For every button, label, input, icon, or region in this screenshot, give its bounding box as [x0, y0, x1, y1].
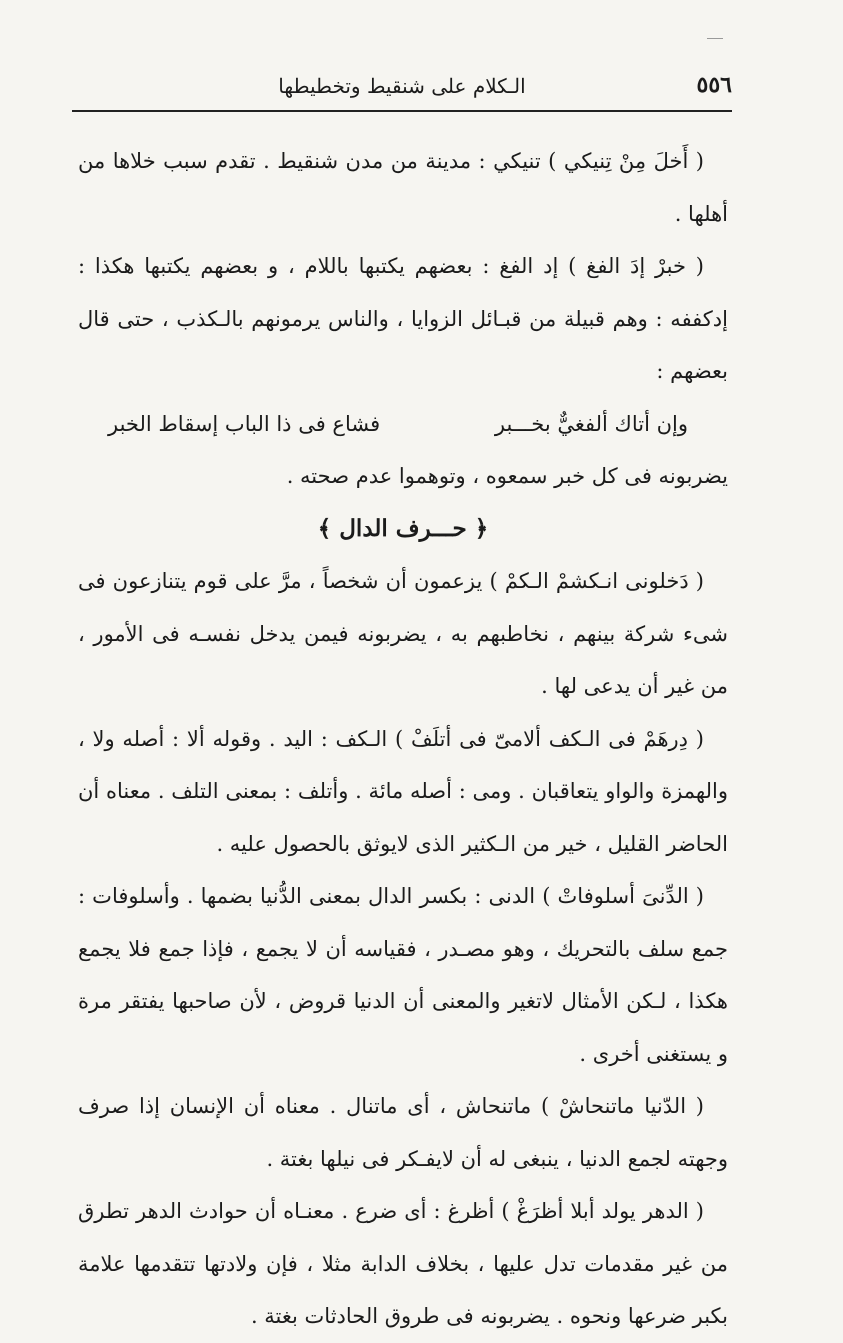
- verse-second-hemistich: فشاع فى ذا الباب إسقاط الخبر: [108, 411, 381, 436]
- page-number: ٥٥٦: [696, 72, 732, 98]
- proverb-entry: ( الدهر يولد أبلا أظرَغْ ) أظرغ : أى ضرع . معنـاه أن حوادث الدهر تطرق من غير مقدمات تدل عليها ، بخلاف الدابة مثلا ، فإن ولادتها تتقدمها علامة بكبر ضرعها ونحوه . يضربونه فى طروق الحادثات بغتة .: [78, 1199, 728, 1328]
- proverb-entry: ( الدّنيا ماتنحاشْ ) ماتنحاش ، أى ماتنال . معناه أن الإنسان إذا صرف وجهته لجمع الدنيا ، ينبغى له أن لايفـكر فى نيلها بغتة .: [78, 1094, 728, 1171]
- verse-first-hemistich: وإن أتاك ألفغيٌّ بخـــبر: [494, 411, 688, 436]
- page-header: [72, 72, 732, 102]
- paragraph-tinikki: ( أَخلَ مِنْ تِنيكي ) تنيكي : مدينة من مدن شنقيط . تقدم سبب خلاها من أهلها .: [78, 149, 728, 226]
- running-title: الـكلام على شنقيط وتخطيطها: [278, 74, 526, 98]
- body-text: [78, 135, 728, 1343]
- verse-line: [78, 398, 728, 451]
- proverb-entry: ( دِرهَمْ فى الـكف ألامىّ فى أتلَفْ ) الـكف : اليد . وقوله ألا : أصله ولا ، والهمزة والواو يتعاقبان . ومى : أصله مائة . وأتلف : بمعنى التلف . معناه أن الحاضر القليل ، خير من الـكثير الذى لايوثق بالحصول عليه .: [78, 726, 728, 856]
- section-heading: ﴿ حـــرف الدال ﴾: [317, 514, 489, 542]
- paragraph-idelfagh: ( خبرْ إدَ الفغ ) إد الفغ : بعضهم يكتبها باللام ، و بعضهم يكتبها هكذا : إدكففه : وهم قبيلة من قبـائل الزوايا ، والناس يرمونهم بالـكذب ، حتى قال بعضهم :: [78, 254, 728, 383]
- proverb-entry: ( دَخلونى انـكشمْ الـكمْ ) يزعمون أن شخصاً ، مرَّ على قوم يتنازعون فى شىء شركة بينهم ، نخاطبهم به ، يضربونه فيمن يدخل نفسـه فى الأمور ، من غير أن يدعى لها .: [78, 569, 728, 698]
- top-edge-mark: [707, 38, 723, 39]
- paragraph-after-verse: يضربونه فى كل خبر سمعوه ، وتوهموا عدم صحته .: [286, 464, 728, 488]
- proverb-entry: ( الدِّنىَ أسلوفاتْ ) الدنى : بكسر الدال بمعنى الدُّنيا بضمها . وأسلوفات : جمع سلف بالتحريك ، وهو مصـدر ، فقياسه أن لا يجمع ، فإذا جمع فلا يجمع هكذا ، لـكن الأمثال لاتغير والمعنى أن الدنيا قروض ، لأن صاحبها يفتقر مرة و يستغنى أخرى .: [78, 884, 728, 1066]
- header-rule: [72, 110, 732, 112]
